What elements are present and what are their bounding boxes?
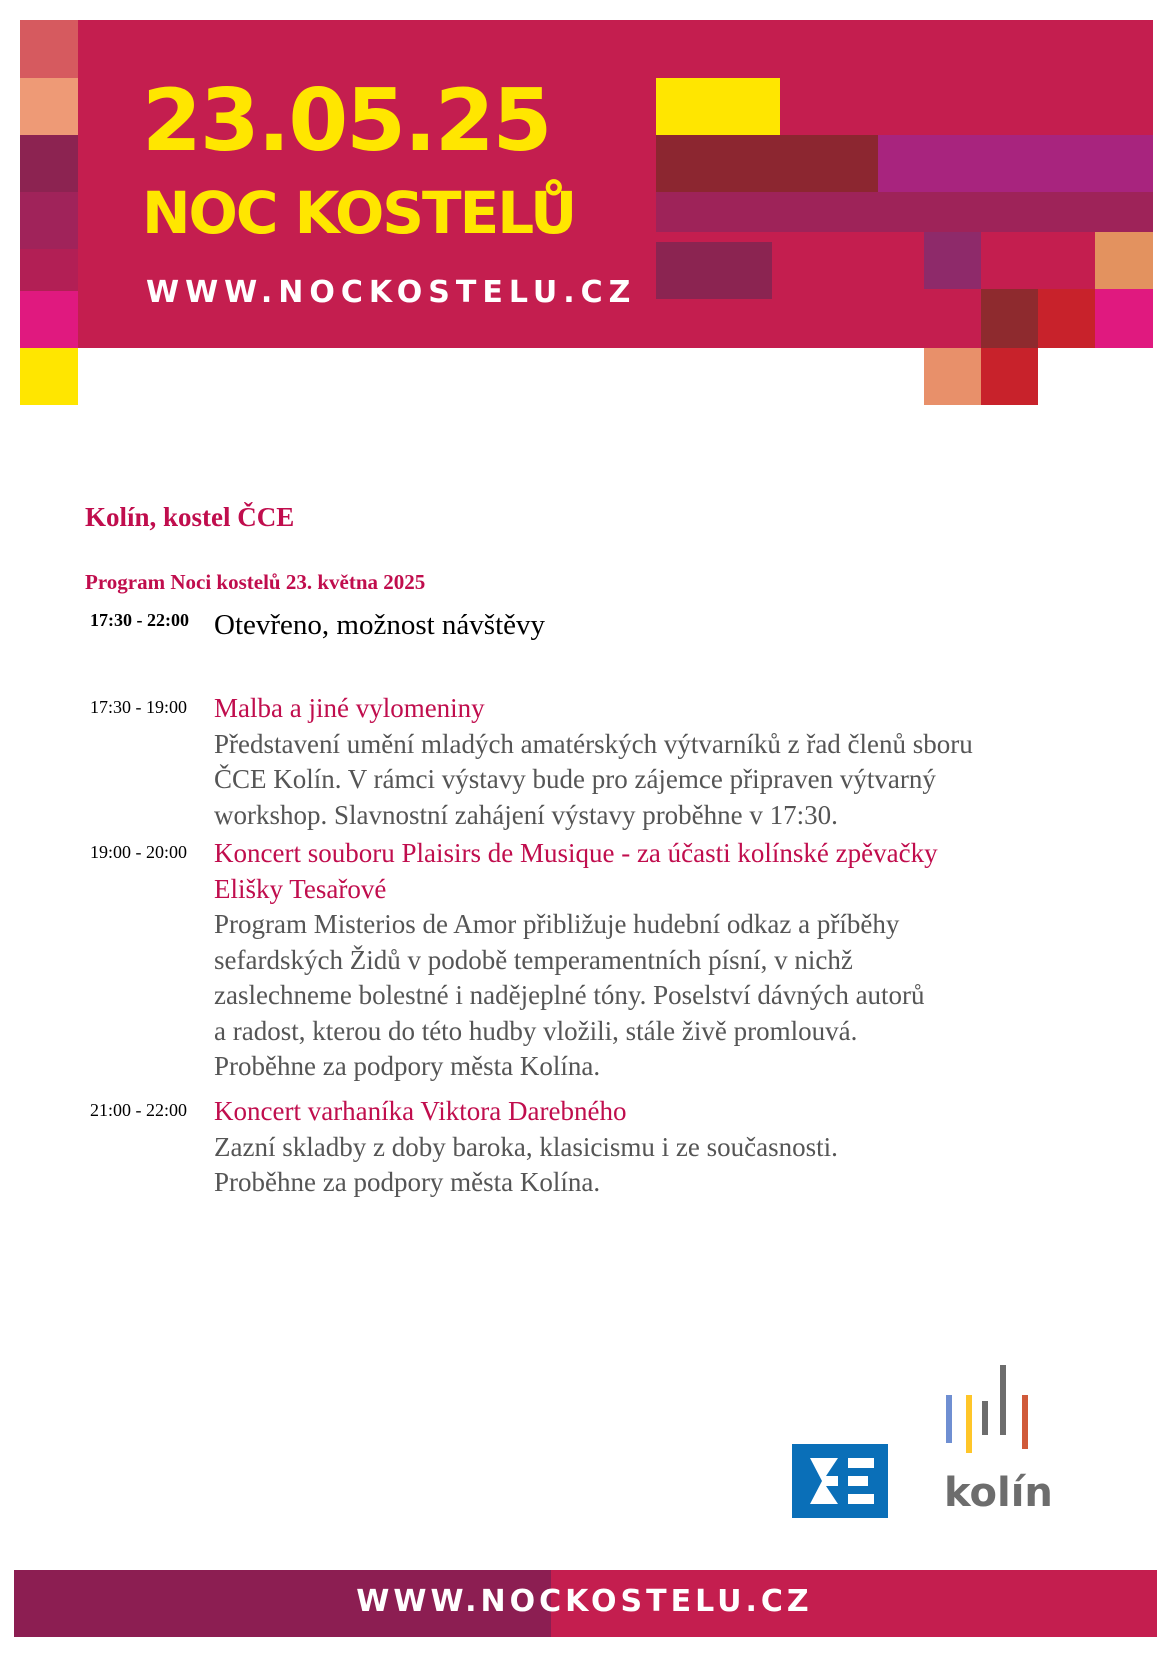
decor-square [20, 135, 78, 192]
event-desc-line: ČCE Kolín. V rámci výstavy bude pro zájemce připraven výtvarný [214, 764, 936, 794]
event-title: Koncert varhaníka Viktora Darebného [214, 1096, 627, 1126]
event-desc-line: Program Misterios de Amor přibližuje hudební odkaz a příběhy [214, 909, 900, 939]
decor-square [1095, 232, 1153, 289]
event-desc-line: workshop. Slavnostní zahájení výstavy proběhne v 17:30. [214, 799, 838, 830]
event-item [214, 608, 1114, 644]
program-heading: Program Noci kostelů 23. května 2025 [85, 570, 426, 594]
decor-square [20, 291, 78, 348]
decor-square [924, 348, 981, 405]
event-time: 21:00 - 22:00 [90, 1100, 187, 1120]
location-heading: Kolín, kostel ČCE [85, 502, 295, 532]
event-item [214, 691, 1114, 833]
cce-logo-icon [792, 1444, 888, 1518]
event-time: 17:30 - 22:00 [90, 610, 189, 630]
event-desc-line: Proběhne za podpory města Kolína. [214, 1167, 601, 1197]
decor-square [924, 232, 981, 289]
event-title: Koncert souboru Plaisirs de Musique - za účasti kolínské zpěvačky [214, 838, 938, 868]
decor-square [20, 348, 78, 405]
decor-square [1038, 289, 1095, 348]
decor-square [20, 20, 78, 78]
decor-square [20, 249, 78, 291]
decor-square [656, 78, 780, 135]
decor-square [20, 78, 78, 135]
event-title: Malba a jiné vylomeniny [214, 693, 485, 723]
event-desc-line: Zazní skladby z doby baroka, klasicismu i ze současnosti. [214, 1131, 838, 1162]
event-desc-line: sefardských Židů v podobě temperamentních písní, v nichž [214, 944, 853, 975]
header-url[interactable]: WWW.NOCKOSTELU.CZ [146, 275, 637, 310]
decor-square [981, 348, 1038, 405]
decor-square [656, 192, 1153, 232]
event-time: 19:00 - 20:00 [90, 842, 187, 862]
decor-square [1095, 289, 1153, 348]
event-desc-line: zaslechneme bolestné i nadějeplné tóny. Poselství dávných autorů [214, 980, 925, 1010]
decor-square [656, 242, 772, 299]
decor-square [878, 135, 1153, 192]
event-item [214, 1094, 1114, 1201]
event-time: 17:30 - 19:00 [90, 697, 187, 717]
event-item [214, 836, 1114, 1085]
decor-square [656, 135, 878, 192]
event-desc-line: Proběhne za podpory města Kolína. [214, 1051, 601, 1081]
event-desc-line: Představení umění mladých amatérských výtvarníků z řad členů sboru [214, 728, 973, 759]
kolin-logo-icon [940, 1365, 1040, 1465]
kolin-logo-text: kolín [944, 1470, 1053, 1516]
decor-square [981, 289, 1038, 348]
event-title: Otevřeno, možnost návštěvy [214, 609, 546, 641]
decor-square [20, 192, 78, 249]
event-title: Elišky Tesařové [214, 873, 387, 904]
event-desc-line: a radost, kterou do této hudby vložili, stále živě promlouvá. [214, 1015, 858, 1046]
event-date: 23.05.25 [142, 71, 551, 171]
event-title: NOC KOSTELŮ [142, 179, 576, 247]
footer-url[interactable]: WWW.NOCKOSTELU.CZ [356, 1584, 813, 1619]
